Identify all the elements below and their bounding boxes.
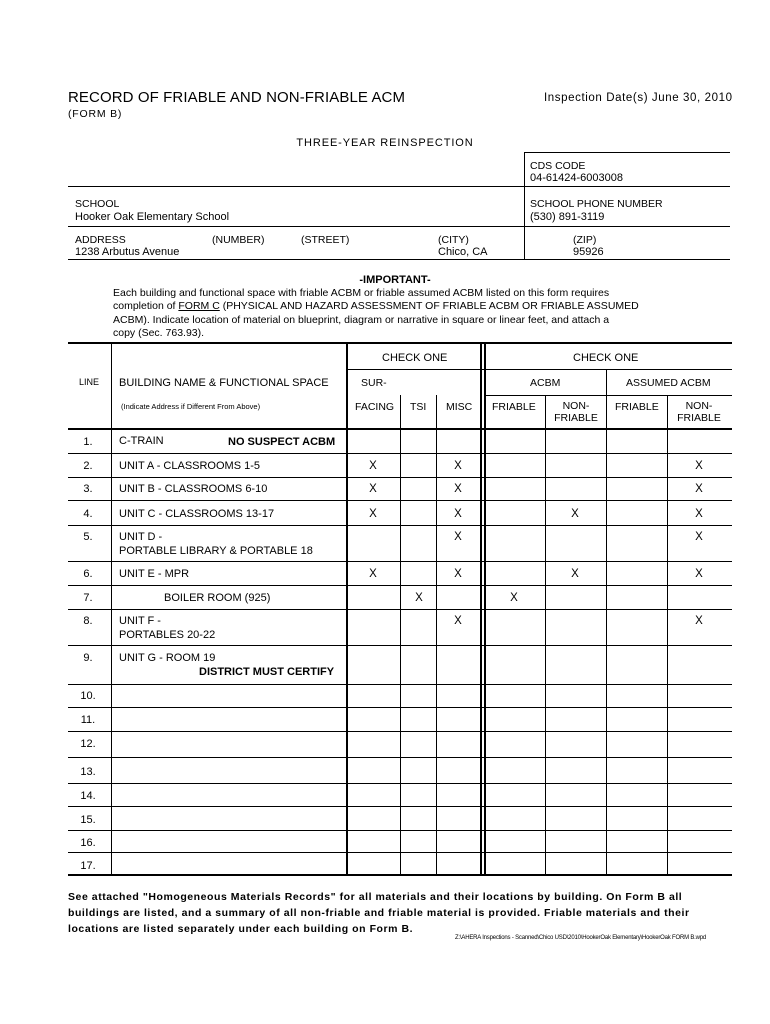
header-bottom-rule xyxy=(68,428,732,430)
line-number: 5. xyxy=(83,531,93,543)
building-name: UNIT F - xyxy=(119,615,161,627)
misc-mark: X xyxy=(454,508,462,520)
form-label: (FORM B) xyxy=(68,108,123,120)
line-number: 11. xyxy=(80,714,96,726)
address-bottom-rule xyxy=(68,259,730,260)
line-number: 1. xyxy=(83,436,93,448)
building-name: BOILER ROOM (925) xyxy=(164,592,271,604)
assumed-nonfriable-mark: X xyxy=(695,615,703,627)
row-rule xyxy=(68,783,732,784)
surfacing-header-top: SUR- xyxy=(361,377,387,389)
district-must-certify-note: DISTRICT MUST CERTIFY xyxy=(199,666,335,678)
building-header: BUILDING NAME & FUNCTIONAL SPACE xyxy=(119,377,329,389)
zip-value: 95926 xyxy=(573,246,604,258)
check-one-heading-2: CHECK ONE xyxy=(573,352,639,364)
table-bottom-rule xyxy=(68,874,732,876)
building-name: UNIT G - ROOM 19 xyxy=(119,652,216,664)
reinspection-subtitle: THREE-YEAR REINSPECTION xyxy=(296,137,474,149)
row-rule xyxy=(68,645,732,646)
surfacing-tsi-divider xyxy=(400,395,401,874)
building-subheader: (Indicate Address if Different From Above) xyxy=(121,402,261,411)
acbm-header: ACBM xyxy=(530,377,561,389)
line-number: 12. xyxy=(80,738,96,750)
check-group-divider-2 xyxy=(484,342,486,874)
surfacing-mark: X xyxy=(369,460,377,472)
row-rule xyxy=(68,852,732,853)
line-number: 7. xyxy=(83,592,93,604)
surfacing-mark: X xyxy=(369,508,377,520)
info-divider xyxy=(524,152,525,259)
name-col-divider xyxy=(346,342,348,874)
row-rule xyxy=(68,500,732,501)
building-name-line-2: PORTABLES 20-22 xyxy=(119,629,216,641)
tsi-header: TSI xyxy=(410,401,427,413)
building-name: UNIT C - CLASSROOMS 13-17 xyxy=(119,508,275,520)
acbm-non-header-bottom: FRIABLE xyxy=(554,412,598,424)
acbm-nonfriable-mark: X xyxy=(571,508,579,520)
address-top-rule xyxy=(68,226,730,227)
number-label: (NUMBER) xyxy=(212,234,265,246)
misc-mark: X xyxy=(454,531,462,543)
acbm-nonfriable-mark: X xyxy=(571,568,579,580)
line-number: 2. xyxy=(83,460,93,472)
row-rule xyxy=(68,806,732,807)
line-number: 9. xyxy=(83,652,93,664)
acbm-friable-header: FRIABLE xyxy=(492,401,536,413)
no-suspect-acbm-note: NO SUSPECT ACBM xyxy=(228,436,336,448)
assumed-acbm-header: ASSUMED ACBM xyxy=(626,377,711,389)
row-rule xyxy=(68,525,732,526)
school-top-rule xyxy=(68,186,730,187)
table-top-rule xyxy=(68,342,732,344)
important-line-2 xyxy=(113,300,693,313)
row-rule xyxy=(68,561,732,562)
tsi-misc-divider xyxy=(436,395,437,874)
assumed-friable-divider xyxy=(667,395,668,874)
file-path: Z:\AHERA Inspections - Scanned\Chico USD\2010\HookerOak Elementary\HookerOak FORM B.wpd xyxy=(455,935,707,941)
important-line-2b: (PHYSICAL AND HAZARD ASSESSMENT OF FRIABLE ACBM OR FRIABLE ASSUMED xyxy=(219,300,639,313)
city-value: Chico, CA xyxy=(438,246,488,258)
line-number: 14. xyxy=(80,790,96,802)
street-label: (STREET) xyxy=(301,234,350,246)
school-label: SCHOOL xyxy=(75,198,120,210)
building-name: C-TRAIN xyxy=(119,435,164,447)
acbm-non-header-top: NON- xyxy=(562,400,590,412)
check-group-divider xyxy=(480,342,482,874)
misc-mark: X xyxy=(454,460,462,472)
form-title: RECORD OF FRIABLE AND NON-FRIABLE ACM xyxy=(68,89,406,106)
misc-mark: X xyxy=(454,568,462,580)
acbm-friable-divider xyxy=(545,395,546,874)
line-number: 16. xyxy=(80,837,96,849)
form-c-reference: FORM C xyxy=(178,300,220,313)
address-label: ADDRESS xyxy=(75,234,126,246)
important-line-1: Each building and functional space with friable ACBM or friable assumed ACBM listed on this form requires xyxy=(113,287,610,299)
cds-code-label: CDS CODE xyxy=(530,160,586,172)
surfacing-header-bottom: FACING xyxy=(355,401,395,413)
check-one-heading-1: CHECK ONE xyxy=(382,352,448,364)
check-one-rule xyxy=(346,369,732,370)
row-rule xyxy=(68,609,732,610)
important-line-2a: completion of xyxy=(113,300,179,313)
row-rule xyxy=(68,830,732,831)
line-number: 15. xyxy=(80,814,96,826)
row-rule xyxy=(68,731,732,732)
inspection-date: Inspection Date(s) June 30, 2010 xyxy=(544,92,733,104)
cds-top-rule xyxy=(524,152,730,153)
surfacing-mark: X xyxy=(369,483,377,495)
line-number: 4. xyxy=(83,508,93,520)
assumed-nonfriable-mark: X xyxy=(695,508,703,520)
important-line-4: copy (Sec. 763.93). xyxy=(113,326,205,339)
assumed-nonfriable-mark: X xyxy=(695,483,703,495)
assumed-friable-header: FRIABLE xyxy=(615,401,659,413)
line-number: 13. xyxy=(80,766,96,778)
phone-value: (530) 891-3119 xyxy=(530,211,605,223)
phone-label: SCHOOL PHONE NUMBER xyxy=(530,198,663,210)
row-rule xyxy=(68,477,732,478)
row-rule xyxy=(68,707,732,708)
important-text xyxy=(113,287,693,340)
assumed-non-header-bottom: FRIABLE xyxy=(677,412,721,424)
building-name-line-2: PORTABLE LIBRARY & PORTABLE 18 xyxy=(119,545,313,557)
footer-note: See attached "Homogeneous Materials Records" for all materials and their locations by building. On Form B all buildings are listed, and a summary of all non-friable and friable material is provided. Friable materials and their locations are listed separately under each building on Form B. xyxy=(68,891,690,935)
assumed-non-header-top: NON- xyxy=(685,400,713,412)
building-name: UNIT B - CLASSROOMS 6-10 xyxy=(119,483,268,495)
line-number: 17. xyxy=(80,860,96,872)
line-number: 8. xyxy=(83,615,93,627)
acbm-assumed-divider xyxy=(606,370,607,874)
tsi-mark: X xyxy=(415,592,423,604)
zip-label: (ZIP) xyxy=(573,234,597,246)
row-rule xyxy=(68,757,732,758)
important-line-3: ACBM). Indicate location of material on blueprint, diagram or narrative in square or linear feet, and attach a xyxy=(113,313,610,326)
misc-header: MISC xyxy=(446,401,473,413)
line-header: LINE xyxy=(79,377,100,387)
line-number: 10. xyxy=(80,690,96,702)
assumed-nonfriable-mark: X xyxy=(695,531,703,543)
acbm-friable-mark: X xyxy=(510,592,518,604)
assumed-nonfriable-mark: X xyxy=(695,568,703,580)
address-value: 1238 Arbutus Avenue xyxy=(75,246,180,258)
building-name: UNIT A - CLASSROOMS 1-5 xyxy=(119,460,261,472)
building-name: UNIT D - xyxy=(119,531,163,543)
surfacing-mark: X xyxy=(369,568,377,580)
misc-mark: X xyxy=(454,483,462,495)
important-heading: -IMPORTANT- xyxy=(359,274,431,286)
misc-mark: X xyxy=(454,615,462,627)
city-label: (CITY) xyxy=(438,234,469,246)
line-number: 6. xyxy=(83,568,93,580)
row-rule xyxy=(68,684,732,685)
row-rule xyxy=(68,453,732,454)
assumed-nonfriable-mark: X xyxy=(695,460,703,472)
school-name: Hooker Oak Elementary School xyxy=(75,211,230,223)
cds-code-value: 04-61424-6003008 xyxy=(530,172,623,184)
acbm-sub-rule xyxy=(484,395,732,396)
row-rule xyxy=(68,585,732,586)
building-name: UNIT E - MPR xyxy=(119,568,190,580)
line-number: 3. xyxy=(83,483,93,495)
